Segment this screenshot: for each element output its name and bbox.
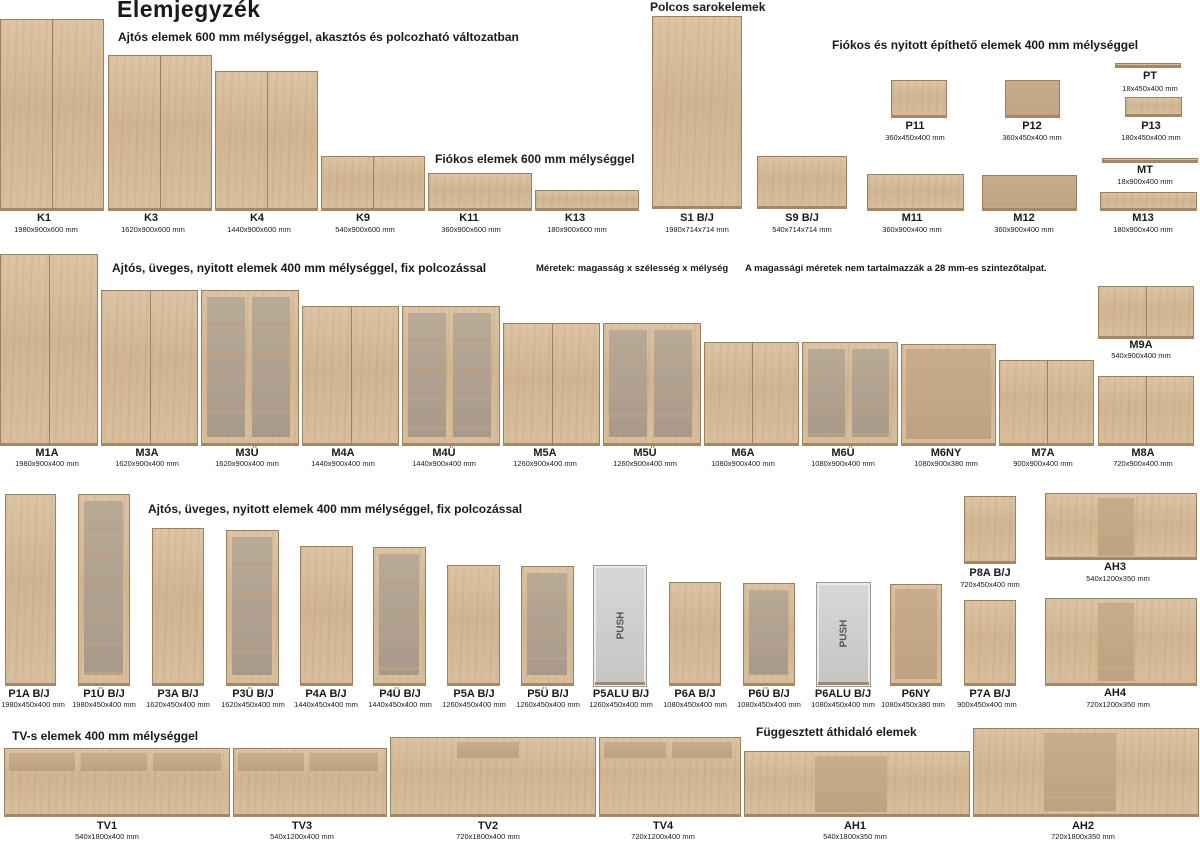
item-code: TV3 [291,820,313,832]
item-code: P11 [905,120,925,132]
item-dimensions: 720x1800x350 mm [1051,832,1115,841]
item-code: M9A [1129,339,1153,351]
item-dimensions: 180x450x400 mm [1121,133,1181,142]
cabinet-m5u [603,323,701,446]
item-code: P5A B/J [453,688,495,700]
item-code: M6Ü [831,447,855,459]
item-code: M6NY [930,447,962,459]
cabinet-p1a [5,494,56,686]
cabinet-p3u [226,530,279,686]
heading-drawers-600: Fiókos elemek 600 mm mélységgel [435,152,635,166]
cabinet-k13 [535,190,639,211]
item-dimensions: 1260x450x400 mm [442,700,506,709]
push-label: PUSH [615,611,627,640]
cabinet-ah2 [973,728,1199,817]
item-dimensions: 1620x900x600 mm [121,225,185,234]
item-dimensions: 900x900x400 mm [1013,459,1073,468]
panel-pt [1115,63,1181,68]
cabinet-p6ny [890,584,942,686]
cabinet-tv2 [390,737,596,817]
item-dimensions: 1080x900x400 mm [711,459,775,468]
item-code: AH1 [843,820,867,832]
note-dimensions: Méretek: magasság x szélesség x mélység [536,263,729,274]
cabinet-p11 [891,80,947,118]
item-dimensions: 540x714x714 mm [772,225,832,234]
cabinet-k1 [0,19,104,211]
heading-doors-600: Ajtós elemek 600 mm mélységgel, akasztós és polcozható változatban [118,30,519,44]
item-dimensions: 1260x450x400 mm [516,700,580,709]
item-code: M7A [1031,447,1055,459]
item-dimensions: 1080x900x380 mm [914,459,978,468]
item-code: K4 [249,212,265,224]
item-code: S1 B/J [680,212,714,224]
item-code: M13 [1132,212,1154,224]
cabinet-m7a [999,360,1094,446]
item-dimensions: 540x1800x350 mm [823,832,887,841]
page-title: Elemjegyzék [117,0,261,22]
item-code: P5Ü B/J [527,688,569,700]
heading-tv: TV-s elemek 400 mm mélységgel [12,729,199,743]
item-code: P1A B/J [8,688,50,700]
item-dimensions: 18x450x400 mm [1122,84,1178,93]
cabinet-m11 [867,174,964,211]
item-dimensions: 1260x450x400 mm [589,700,653,709]
cabinet-p6u [743,583,795,686]
item-code: M5A [533,447,557,459]
item-code: M3A [135,447,159,459]
heading-doors-glass-400-a: Ajtós, üveges, nyitott elemek 400 mm mélységgel, fix polcozással [112,261,487,275]
item-dimensions: 1080x450x400 mm [811,700,875,709]
cabinet-m4a [302,306,399,446]
item-dimensions: 900x450x400 mm [957,700,1017,709]
item-dimensions: 1620x450x400 mm [221,700,285,709]
cabinet-p4a [300,546,353,686]
item-code: P4A B/J [305,688,347,700]
item-dimensions: 720x1800x400 mm [456,832,520,841]
cabinet-p4u [373,547,426,686]
heading-doors-glass-400-b: Ajtós, üveges, nyitott elemek 400 mm mélységgel, fix polcozással [148,502,523,516]
item-code: AH3 [1103,561,1127,573]
item-dimensions: 720x900x400 mm [1113,459,1173,468]
item-dimensions: 1980x714x714 mm [665,225,729,234]
cabinet-p5alu [594,566,646,686]
panel-mt [1102,158,1198,163]
item-dimensions: 1620x900x400 mm [215,459,279,468]
cabinet-p3a [152,528,204,686]
item-dimensions: 360x900x600 mm [441,225,501,234]
item-dimensions: 1620x450x400 mm [146,700,210,709]
cabinet-tv4 [599,737,741,817]
cabinet-m12 [982,175,1077,211]
cabinet-tv1 [4,748,230,817]
cabinet-m8a [1098,376,1194,446]
heading-hanging: Függesztett áthidaló elemek [756,725,917,739]
item-dimensions: 1440x450x400 mm [294,700,358,709]
item-code: M4A [331,447,355,459]
item-code: M8A [1131,447,1155,459]
cabinet-m3a [101,290,198,446]
item-dimensions: 540x900x600 mm [335,225,395,234]
item-dimensions: 1080x450x380 mm [881,700,945,709]
cabinet-k3 [108,55,212,211]
cabinet-p8a [964,496,1016,564]
item-dimensions: 1980x900x400 mm [15,459,79,468]
item-dimensions: 360x450x400 mm [885,133,945,142]
item-dimensions: 1080x900x400 mm [811,459,875,468]
item-code: K1 [36,212,52,224]
cabinet-m3u [201,290,299,446]
item-code: P6NY [901,688,931,700]
cabinet-ah1 [744,751,970,817]
item-dimensions: 1980x450x400 mm [1,700,65,709]
cabinet-p12 [1005,80,1060,118]
heading-drawers-open-400: Fiókos és nyitott építhető elemek 400 mm mélységgel [832,38,1139,52]
item-code: P6ALU B/J [814,688,872,700]
item-dimensions: 540x1200x350 mm [1086,574,1150,583]
item-code: MT [1137,164,1153,176]
item-code: P7A B/J [969,688,1011,700]
item-code: P6Ü B/J [748,688,790,700]
item-code: S9 B/J [785,212,819,224]
push-label: PUSH [838,619,850,648]
cabinet-m6u [802,342,898,446]
cabinet-m6a [704,342,799,446]
cabinet-p5a [447,565,500,686]
item-dimensions: 1620x900x400 mm [115,459,179,468]
heading-corner-shelves: Polcos sarokelemek [650,0,766,14]
item-code: P13 [1141,120,1161,132]
cabinet-m13 [1100,192,1197,211]
item-dimensions: 1080x450x400 mm [663,700,727,709]
item-code: P1Ü B/J [83,688,125,700]
item-dimensions: 1980x900x600 mm [14,225,78,234]
item-dimensions: 1440x900x400 mm [412,459,476,468]
item-dimensions: 720x450x400 mm [960,580,1020,589]
item-dimensions: 540x1800x400 mm [75,832,139,841]
item-code: AH2 [1071,820,1095,832]
cabinet-m5a [503,323,600,446]
item-code: P3A B/J [157,688,199,700]
cabinet-ah3 [1045,493,1197,560]
item-code: P5ALU B/J [592,688,650,700]
item-dimensions: 720x1200x350 mm [1086,700,1150,709]
cabinet-p1u [78,494,130,686]
item-code: TV4 [652,820,674,832]
item-code: TV2 [477,820,499,832]
item-dimensions: 1260x900x400 mm [613,459,677,468]
cabinet-p6alu [817,583,870,686]
item-dimensions: 720x1200x400 mm [631,832,695,841]
item-code: M12 [1013,212,1035,224]
cabinet-m9a [1098,286,1194,339]
item-code: M1A [35,447,59,459]
cabinet-p13 [1125,97,1182,117]
item-dimensions: 18x900x400 mm [1117,177,1173,186]
cabinet-m4u [402,306,500,446]
item-code: K3 [143,212,159,224]
item-code: K11 [459,212,479,224]
item-code: AH4 [1103,687,1127,699]
item-dimensions: 1260x900x400 mm [513,459,577,468]
item-code: M6A [731,447,755,459]
item-dimensions: 360x900x400 mm [994,225,1054,234]
item-code: M11 [901,212,923,224]
cabinet-s9 [757,156,847,209]
cabinet-k11 [428,173,532,211]
item-code: P4Ü B/J [379,688,421,700]
cabinet-k4 [215,71,318,211]
item-code: P8A B/J [969,567,1011,579]
cabinet-m6ny [901,344,996,446]
item-dimensions: 180x900x400 mm [1113,225,1173,234]
item-dimensions: 540x1200x400 mm [270,832,334,841]
cabinet-m1a [0,254,98,446]
cabinet-tv3 [233,748,387,817]
item-code: M5Ü [633,447,657,459]
item-dimensions: 540x900x400 mm [1111,351,1171,360]
cabinet-ah4 [1045,598,1197,686]
item-dimensions: 1440x900x400 mm [311,459,375,468]
item-code: P6A B/J [674,688,716,700]
item-dimensions: 180x900x600 mm [547,225,607,234]
note-height: A magassági méretek nem tartalmazzák a 28 mm-es szintezőtalpat. [745,263,1047,274]
cabinet-s1 [652,16,742,209]
item-code: TV1 [96,820,118,832]
item-dimensions: 360x900x400 mm [882,225,942,234]
item-code: PT [1142,70,1158,82]
item-dimensions: 1980x450x400 mm [72,700,136,709]
item-code: K13 [564,212,586,224]
cabinet-p7a [964,600,1016,686]
item-dimensions: 1440x450x400 mm [368,700,432,709]
item-code: P3Ü B/J [232,688,274,700]
cabinet-k9 [321,156,425,211]
cabinet-p6a [669,582,721,686]
item-dimensions: 1440x900x600 mm [227,225,291,234]
item-code: M3Ü [235,447,259,459]
cabinet-p5u [521,566,574,686]
item-code: P12 [1022,120,1042,132]
item-code: M4Ü [432,447,456,459]
item-dimensions: 360x450x400 mm [1002,133,1062,142]
item-code: K9 [355,212,371,224]
item-dimensions: 1080x450x400 mm [737,700,801,709]
